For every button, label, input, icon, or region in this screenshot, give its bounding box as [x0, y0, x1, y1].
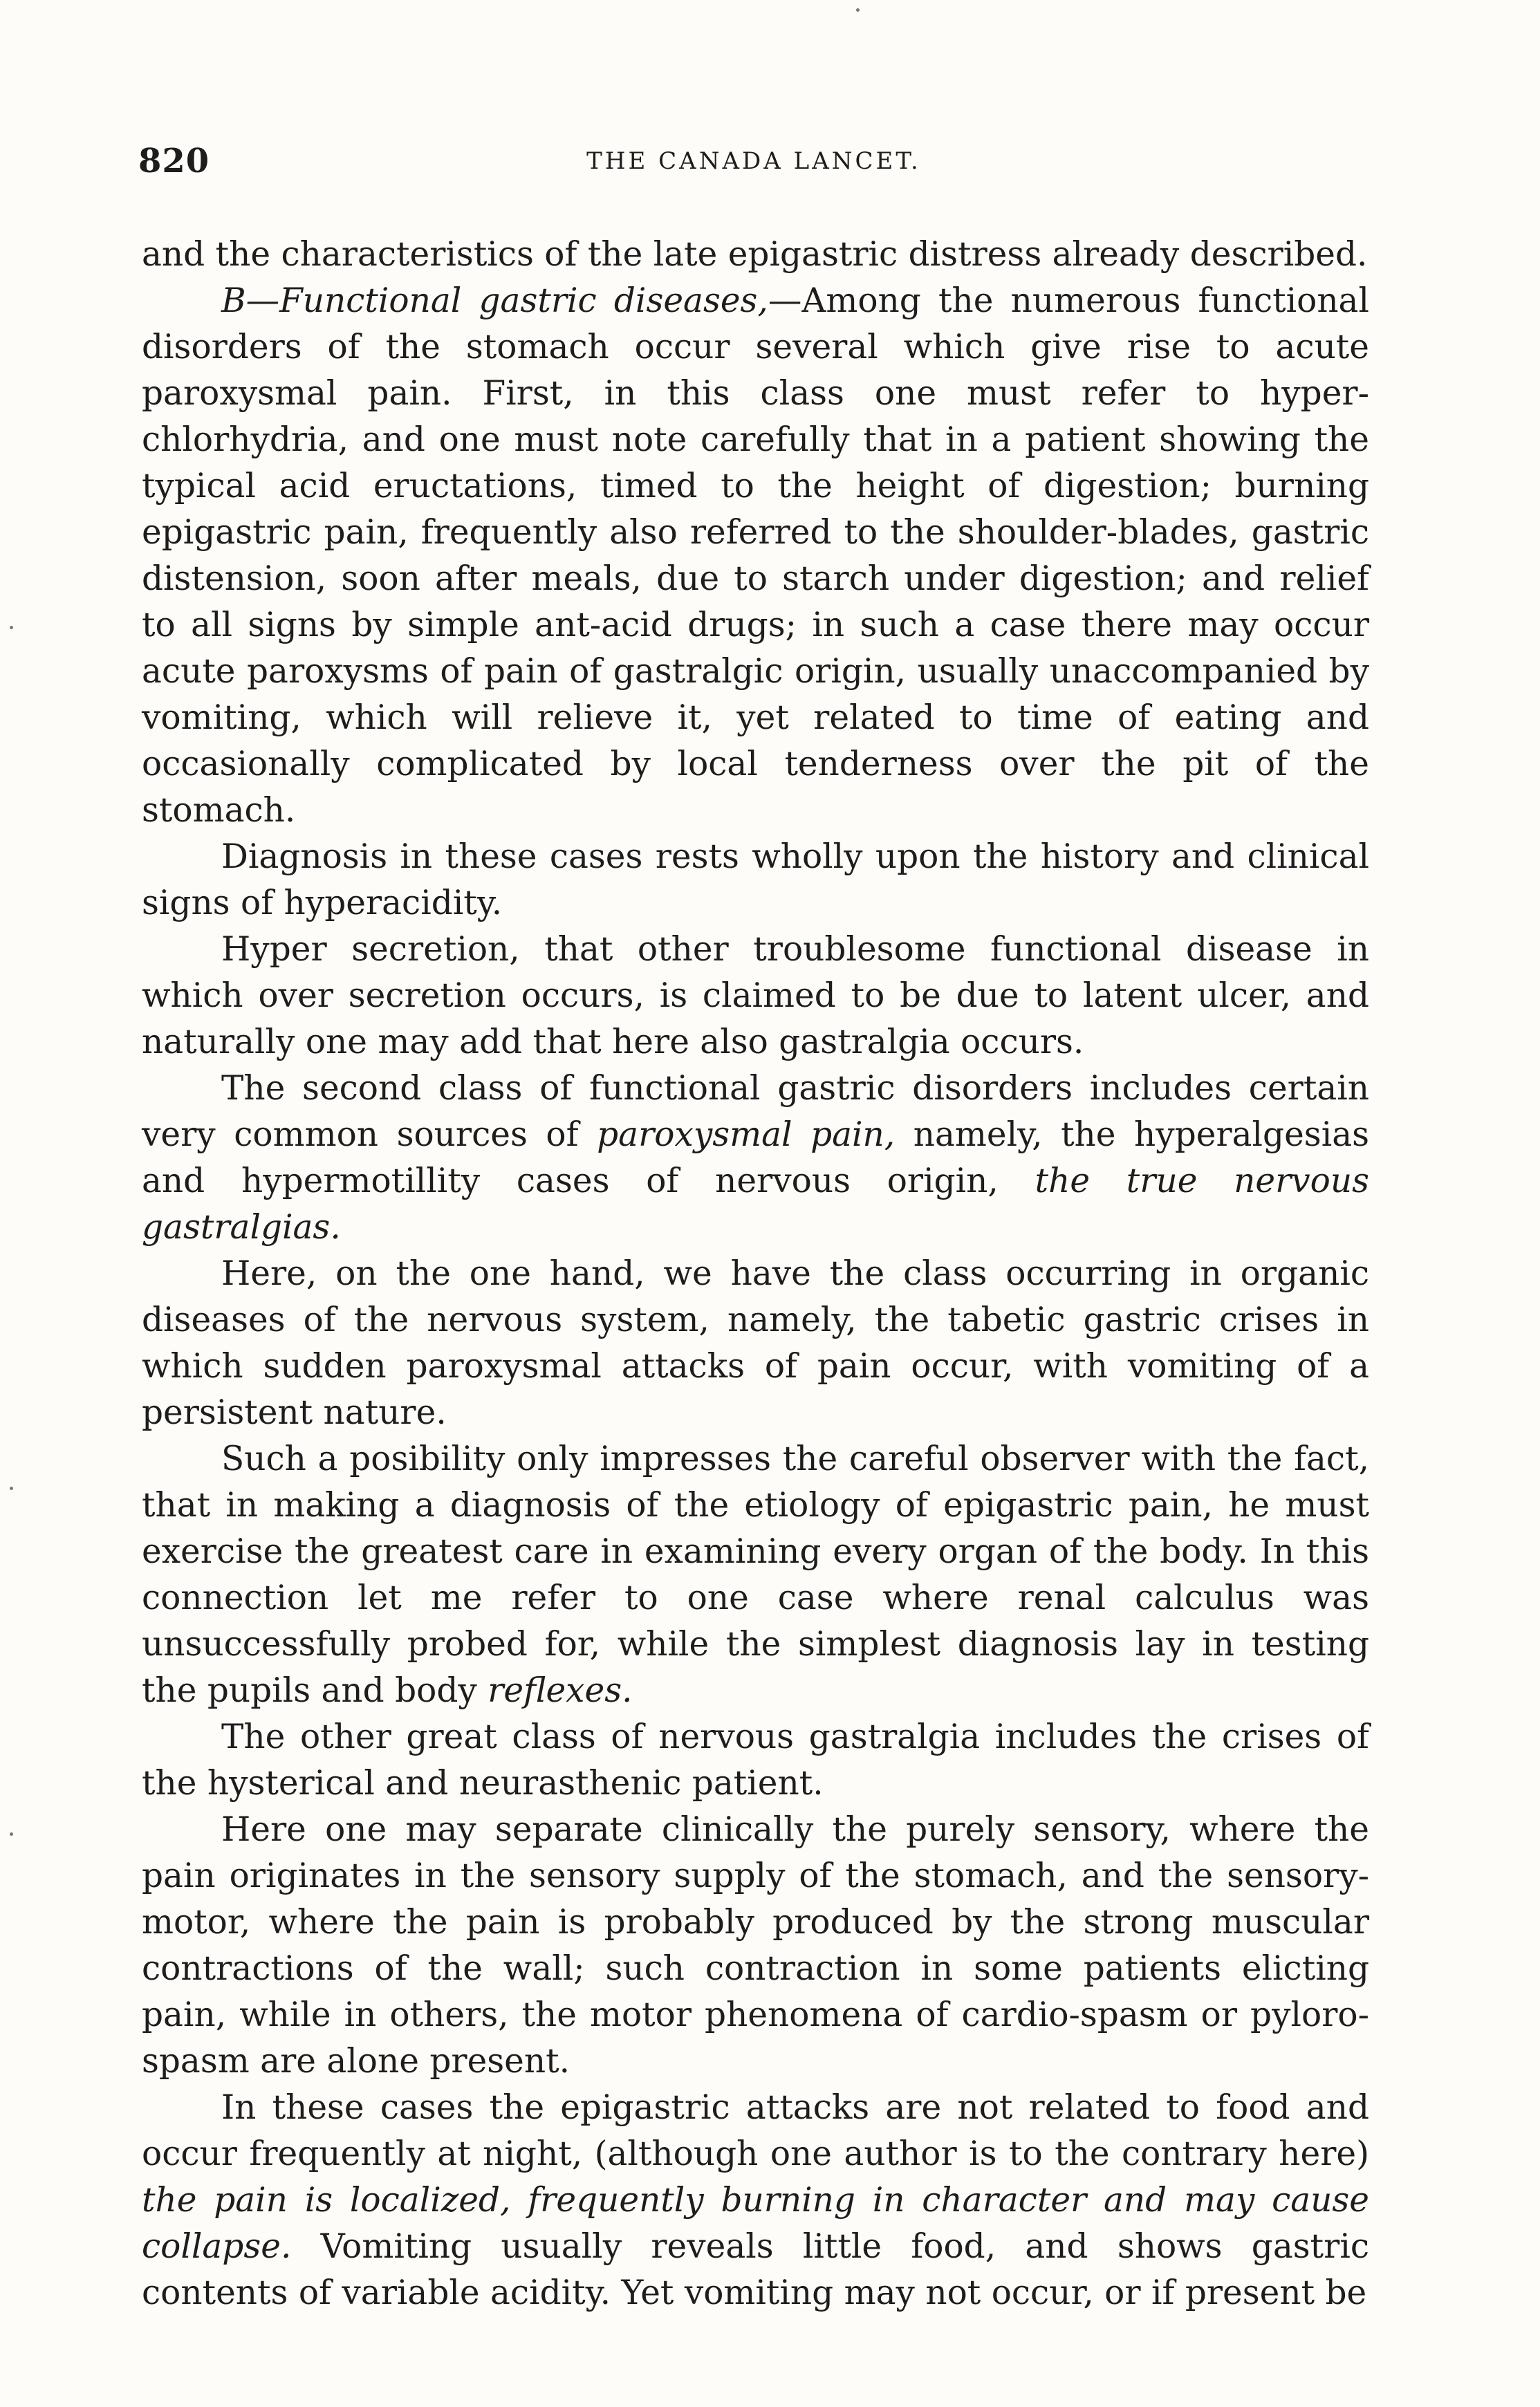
- text-run: Hyper secretion, that other troublesome functional disease in which over secretion occurs, is claimed to be due to latent ulcer, and naturally one may add that here also gastralgia occurs.: [142, 930, 1369, 1061]
- italic-run: reflexes.: [488, 1671, 633, 1710]
- scan-speck: [10, 1832, 13, 1836]
- text-run: Here, on the one hand, we have the class occurring in organic diseases of the nervous system, namely, the tabetic gastric crises in which sudden paroxysmal attacks of pain occur, with vomiting of a persistent nature.: [142, 1254, 1369, 1432]
- paragraph-p8: [142, 1807, 1369, 2085]
- scan-speck: [856, 8, 860, 12]
- text-run: —Among the numerous functional disorders of the stomach occur several which give rise to acute paroxysmal pain. First, in this class one must refer to hyper-chlorhydria, and one must note carefully that in a patient showing the typical acid eructations, timed to the height of digestion; burning epigastric pain, frequently also referred to the shoulder-blades, gastric distension, soon after meals, due to starch under digestion; and relief to all signs by simple ant-acid drugs; in such a case there may occur acute paroxysms of pain of gastralgic origin, usually unaccompanied by vomiting, which will relieve it, yet related to time of eating and occasionally complicated by local tenderness over the pit of the stomach.: [142, 281, 1369, 830]
- text-run: Here one may separate clinically the purely sensory, where the pain originates in the sensory supply of the stomach, and the sensory-motor, where the pain is probably produced by the strong muscular contractions of the wall; such contraction in some patients elicting pain, while in others, the motor phenomena of cardio-spasm or pyloro-spasm are alone present.: [142, 1810, 1369, 2081]
- page-header: [138, 142, 1369, 190]
- paragraph-p1: [142, 278, 1369, 834]
- italic-run: the true nervous gastralgias.: [142, 1162, 1369, 1247]
- paragraph-p3: [142, 927, 1369, 1066]
- paragraph-p2: [142, 834, 1369, 927]
- text-run: In these cases the epigastric attacks are not related to food and occur frequently at night, (although one author is to the contrary here): [142, 2088, 1369, 2173]
- italic-run: paroxysmal pain,: [597, 1115, 896, 1154]
- text-run: Diagnosis in these cases rests wholly upon the history and clinical signs of hyperacidity.: [142, 837, 1369, 922]
- scan-speck: [10, 626, 13, 629]
- text-run: Vomiting usually reveals little food, and shows gastric contents of variable acidity. Yet vomiting may not occur, or if present be: [142, 2227, 1369, 2312]
- paragraph-p9: [142, 2085, 1369, 2316]
- scan-speck: [10, 1487, 13, 1490]
- text-run: namely, the hyperalgesias and hypermotillity cases of nervous origin,: [142, 1115, 1370, 1200]
- italic-run: B—Functional gastric diseases,: [221, 281, 768, 320]
- paragraph-p7: [142, 1714, 1369, 1807]
- paragraph-p4: [142, 1066, 1369, 1251]
- text-run: Such a posibility only impresses the careful observer with the fact, that in making a diagnosis of the etiology of epigastric pain, he must exercise the greatest care in examining every organ of the body. In this connection let me refer to one case where renal calculus was unsuccessfully probed for, while the simplest diagnosis lay in testing the pupils and body: [142, 1440, 1369, 1710]
- paragraph-p5: [142, 1251, 1369, 1436]
- text-run: The other great class of nervous gastralgia includes the crises of the hysterical and neurasthenic patient.: [142, 1718, 1369, 1803]
- page-number: 820: [138, 142, 210, 180]
- running-title: THE CANADA LANCET.: [586, 147, 921, 175]
- text-run: The second class of functional gastric disorders includes certain very common sources of: [142, 1069, 1369, 1154]
- paragraph-p0: [142, 232, 1369, 278]
- italic-run: the pain is localized, frequently burning in character and may cause collapse.: [142, 2181, 1369, 2266]
- paragraph-p6: [142, 1436, 1369, 1714]
- body-text: [142, 232, 1369, 2316]
- text-run: and the characteristics of the late epigastric distress already described.: [142, 235, 1368, 274]
